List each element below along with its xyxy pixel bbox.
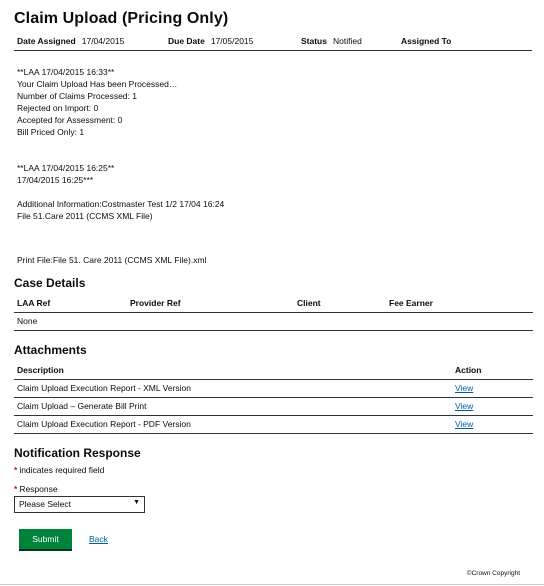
required-marker: *	[14, 484, 18, 494]
due-date: Due Date 17/05/2015	[168, 36, 254, 46]
col-laa-ref: LAA Ref	[14, 294, 127, 312]
submit-button[interactable]: Submit	[19, 529, 72, 549]
task-meta-bar	[14, 35, 532, 51]
col-description: Description	[14, 361, 452, 379]
response-label: * Response	[14, 484, 58, 494]
col-client: Client	[294, 294, 386, 312]
attachment-description: Claim Upload Execution Report - PDF Version	[14, 415, 452, 433]
log-line: Bill Priced Only: 1	[17, 127, 85, 137]
required-note: * indicates required field	[14, 465, 105, 475]
print-file-line: Print File:File 51. Care 2011 (CCMS XML File).xml	[17, 255, 207, 265]
view-link[interactable]: View	[455, 419, 474, 429]
table-row	[14, 397, 533, 415]
back-link[interactable]: Back	[89, 534, 108, 544]
required-marker: *	[14, 465, 18, 475]
copyright: ©Crown Copyright	[466, 570, 520, 577]
log-line: Additional Information:Costmaster Test 1/2 17/04 16:24	[17, 199, 225, 209]
col-provider-ref: Provider Ref	[127, 294, 294, 312]
log-line: 17/04/2015 16:25***	[17, 175, 94, 185]
view-link[interactable]: View	[455, 401, 474, 411]
notification-log	[17, 66, 517, 266]
response-select[interactable]: Please Select ▼	[14, 496, 145, 513]
date-assigned: Date Assigned 17/04/2015	[17, 36, 125, 46]
dropdown-arrow-icon: ▼	[133, 499, 140, 506]
case-details-heading: Case Details	[14, 276, 86, 290]
attachment-description: Claim Upload Execution Report - XML Version	[14, 379, 452, 397]
view-link[interactable]: View	[455, 383, 474, 393]
empty-cell: None	[14, 312, 533, 330]
col-action: Action	[452, 361, 533, 379]
notification-response-heading: Notification Response	[14, 446, 141, 460]
table-row	[14, 379, 533, 397]
attachments-heading: Attachments	[14, 343, 87, 357]
page-title: Claim Upload (Pricing Only)	[14, 10, 229, 27]
attachment-description: Claim Upload – Generate Bill Print	[14, 397, 452, 415]
col-fee-earner: Fee Earner	[386, 294, 533, 312]
log-line: Accepted for Assessment: 0	[17, 115, 123, 125]
status: Status Notified	[301, 36, 362, 46]
log-line: **LAA 17/04/2015 16:33**	[17, 67, 115, 77]
table-row	[14, 312, 533, 330]
assigned-to: Assigned To	[401, 36, 452, 46]
footer-divider	[0, 584, 544, 585]
case-details-table	[14, 294, 533, 331]
log-line: Number of Claims Processed: 1	[17, 91, 137, 101]
table-row	[14, 415, 533, 433]
log-line: Rejected on Import: 0	[17, 103, 99, 113]
log-line: **LAA 17/04/2015 16:25**	[17, 163, 115, 173]
log-line: Your Claim Upload Has been Processed…	[17, 79, 178, 89]
log-line: File 51.Care 2011 (CCMS XML File)	[17, 211, 153, 221]
attachments-table	[14, 361, 533, 434]
